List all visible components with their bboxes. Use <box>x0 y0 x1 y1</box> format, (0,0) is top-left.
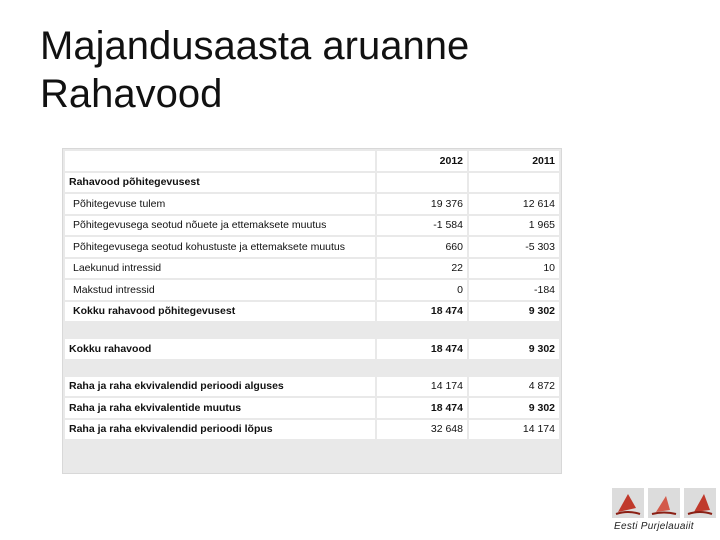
header-label <box>65 151 375 171</box>
row-value-2012: 660 <box>377 237 467 257</box>
sailboard-icon <box>648 488 680 518</box>
row-value-2012: 19 376 <box>377 194 467 214</box>
row-label: Raha ja raha ekvivalendid perioodi lõpus <box>65 420 375 440</box>
slide-title-line2: Rahavood <box>40 72 223 116</box>
row-label: Kokku rahavood <box>65 339 375 359</box>
header-year-2011: 2011 <box>469 151 559 171</box>
table-row <box>65 237 559 257</box>
table-row <box>65 377 559 397</box>
row-label: Makstud intressid <box>65 280 375 300</box>
brand-text: Eesti Purjelauaiit <box>614 521 694 532</box>
row-label: Põhitegevusega seotud nõuete ja ettemaksete muutus <box>65 216 375 236</box>
spacer-row <box>65 361 559 375</box>
row-label: Raha ja raha ekvivalentide muutus <box>65 398 375 418</box>
slide-title-line1: Majandusaasta aruanne <box>40 24 470 68</box>
row-value-2011: 1 965 <box>469 216 559 236</box>
row-label: Põhitegevuse tulem <box>65 194 375 214</box>
row-value-2011: -184 <box>469 280 559 300</box>
row-label: Laekunud intressid <box>65 259 375 279</box>
table-row <box>65 259 559 279</box>
row-value-2011: -5 303 <box>469 237 559 257</box>
row-value-2012: -1 584 <box>377 216 467 236</box>
row-label: Põhitegevusega seotud kohustuste ja ettemaksete muutus <box>65 237 375 257</box>
header-year-2012: 2012 <box>377 151 467 171</box>
sailboard-icon <box>612 488 644 518</box>
table-row <box>65 280 559 300</box>
cashflow-table <box>62 148 562 474</box>
row-value-2012: 18 474 <box>377 339 467 359</box>
row-value-2011: 9 302 <box>469 339 559 359</box>
total-row <box>65 339 559 359</box>
spacer-row <box>65 323 559 337</box>
row-value-2012: 18 474 <box>377 302 467 322</box>
table-row <box>65 194 559 214</box>
section-row <box>65 173 559 193</box>
row-value-2011: 9 302 <box>469 302 559 322</box>
row-value-2011: 10 <box>469 259 559 279</box>
row-value-2011: 4 872 <box>469 377 559 397</box>
row-value-2011: 12 614 <box>469 194 559 214</box>
row-value-2011: 14 174 <box>469 420 559 440</box>
row-value-2011: 9 302 <box>469 398 559 418</box>
row-value-2012: 32 648 <box>377 420 467 440</box>
slide-title <box>40 22 469 118</box>
row-value-2012: 0 <box>377 280 467 300</box>
table-row <box>65 398 559 418</box>
row-value-2012: 18 474 <box>377 398 467 418</box>
row-label: Raha ja raha ekvivalendid perioodi alguses <box>65 377 375 397</box>
section-title: Rahavood põhitegevusest <box>65 173 375 193</box>
row-value-2012: 22 <box>377 259 467 279</box>
table-row <box>65 420 559 440</box>
sailboard-icon <box>684 488 716 518</box>
row-label: Kokku rahavood põhitegevusest <box>65 302 375 322</box>
total-operating-row <box>65 302 559 322</box>
brand-logo <box>612 488 720 540</box>
table-header-row <box>65 151 559 171</box>
row-value-2012: 14 174 <box>377 377 467 397</box>
table-row <box>65 216 559 236</box>
